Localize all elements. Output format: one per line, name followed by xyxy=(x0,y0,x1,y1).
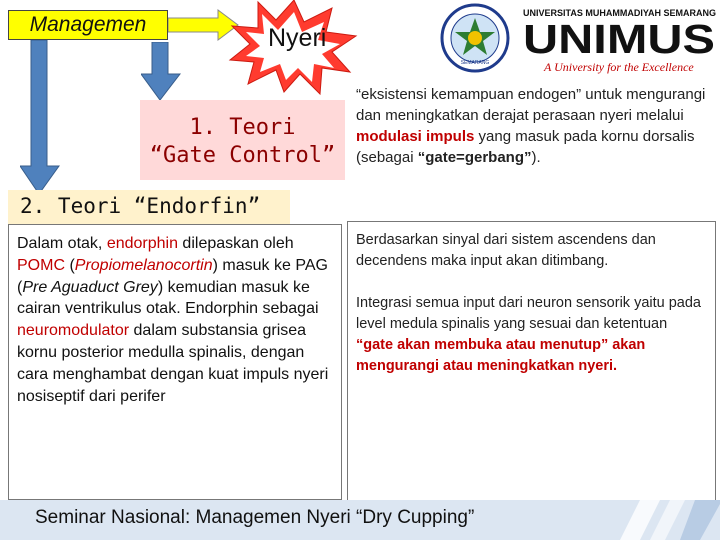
university-logo xyxy=(440,0,720,80)
gate-description xyxy=(356,84,706,168)
endorfin-panel xyxy=(8,224,342,500)
gate-panel-para1: Berdasarkan sinyal dari sistem ascendens dan decendens maka input akan ditimbang. xyxy=(356,232,656,269)
gate-panel xyxy=(347,221,716,508)
gate-desc-bold: “gate=gerbang” xyxy=(417,149,532,166)
panel-text: dilepaskan oleh xyxy=(177,235,294,252)
down-arrow-icon xyxy=(20,40,60,196)
theory2-label: 2. Teori “Endorfin” xyxy=(20,194,261,218)
panel-italic: Pre Aguaduct Grey xyxy=(22,278,158,296)
panel-text: dalam substansia grisea kornu posterior medulla spinalis, dengan cara menghambat dengan kuat impuls nyeri nosiseptif dari perifer xyxy=(17,322,329,405)
title-text: Managemen xyxy=(29,13,147,36)
panel-highlight: POMC xyxy=(17,256,65,274)
svg-text:UNIMUS: UNIMUS xyxy=(523,16,715,62)
footer xyxy=(0,500,720,540)
panel-text: ) kemudian masuk ke cairan ventrikulus otak. Endorphin sebagai xyxy=(17,278,319,318)
panel-text: ) masuk ke PAG ( xyxy=(17,256,328,296)
panel-text: ( xyxy=(65,256,75,274)
footer-stripe-decoration xyxy=(600,500,720,540)
down-arrow-icon xyxy=(141,42,181,102)
panel-highlight: endorphin xyxy=(106,235,178,252)
gate-desc-text: ). xyxy=(531,149,541,166)
theory1-line1: 1. Teori xyxy=(189,115,296,140)
title-box xyxy=(8,10,168,40)
panel-highlight: neuromodulator xyxy=(17,322,130,340)
gate-desc-text: “eksistensi kemampuan endogen” untuk mengurangi dan meningkatkan derajat perasaan nyeri melalui xyxy=(356,86,706,124)
theory1-line2: “Gate Control” xyxy=(149,143,336,168)
svg-text:SEMARANG: SEMARANG xyxy=(460,60,490,66)
gate-panel-para2 xyxy=(356,293,707,377)
gate-desc-highlight: modulasi impuls xyxy=(356,128,475,145)
theory-gate-control xyxy=(140,100,345,180)
panel-highlight: “gate akan membuka atau menutup” akan mengurangi atau meningkatkan nyeri. xyxy=(356,337,646,374)
svg-text:UNIVERSITAS MUHAMMADIYAH SEMAR: UNIVERSITAS MUHAMMADIYAH SEMARANG xyxy=(523,8,717,18)
theory-endorfin xyxy=(8,190,290,224)
footer-text: Seminar Nasional: Managemen Nyeri “Dry Cupping” xyxy=(35,507,475,528)
panel-text: Dalam otak, xyxy=(17,235,107,252)
topic-label: Nyeri xyxy=(268,24,327,52)
panel-text: Integrasi semua input dari neuron sensorik yaitu pada level medula spinalis yang sesuai dan ketentuan xyxy=(356,295,701,332)
panel-highlight: Propiomelanocortin xyxy=(74,256,213,274)
gate-desc-text: yang masuk pada kornu dorsalis (sebagai xyxy=(356,128,695,166)
svg-text:A University for the Excellenc: A University for the Excellence xyxy=(544,60,694,74)
